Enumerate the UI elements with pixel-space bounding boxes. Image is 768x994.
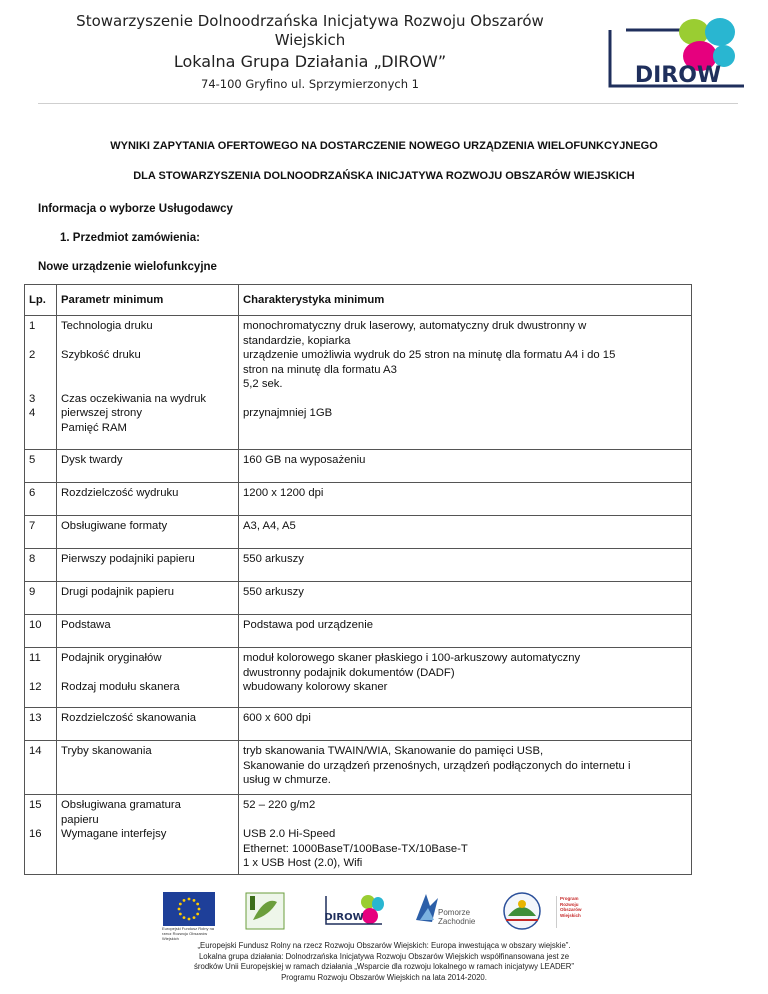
param-cell: Pierwszy podajniki papieru <box>57 549 239 582</box>
pomorze-label <box>438 908 475 926</box>
org-name-line2: Wiejskich <box>274 31 346 49</box>
chars-cell <box>239 316 692 450</box>
lp-cell <box>25 795 57 875</box>
chars-cell <box>239 795 692 875</box>
cell-line: standardzie, kopiarka <box>243 334 351 347</box>
table-row <box>25 582 692 615</box>
eu-star-icon <box>179 913 182 916</box>
cell-line: 3 <box>29 392 36 405</box>
cell-line: papieru <box>61 813 99 826</box>
cell-line: 11 <box>29 652 41 664</box>
footer-text <box>120 941 648 983</box>
dirow-small-logo <box>322 890 384 930</box>
eu-star-icon <box>183 916 186 919</box>
param-cell: Tryby skanowania <box>57 741 239 795</box>
eu-star-icon <box>178 908 181 911</box>
chars-cell: 550 arkuszy <box>239 582 692 615</box>
org-name-line1: Stowarzyszenie Dolnoodrzańska Inicjatywa Rozwoju Obszarów <box>76 12 544 30</box>
cell-line: 5,2 sek. <box>243 378 283 390</box>
cell-line: 16 <box>29 828 42 840</box>
table-row <box>25 708 692 741</box>
table-header-row <box>25 285 692 316</box>
chars-cell <box>239 741 692 795</box>
pomorze-line1: Pomorze <box>438 908 471 917</box>
param-cell <box>57 648 239 708</box>
section-heading-subject: 1. Przedmiot zamówienia: <box>60 232 200 244</box>
cell-line: wbudowany kolorowy skaner <box>243 681 388 693</box>
cell-line: monochromatyczny druk laserowy, automatyczny druk dwustronny w <box>243 320 587 332</box>
lp-cell <box>25 316 57 450</box>
document-title-line1: WYNIKI ZAPYTANIA OFERTOWEGO NA DOSTARCZENIE NOWEGO URZĄDZENIA WIELOFUNKCYJNEGO <box>110 140 658 152</box>
eu-star-icon <box>198 908 201 911</box>
address: 74-100 Gryfino ul. Sprzymierzonych 1 <box>201 77 419 91</box>
cell-line: Czas oczekiwania na wydruk <box>61 392 207 405</box>
eu-star-icon <box>193 899 196 902</box>
footer-line4: Programu Rozwoju Obszarów Wiejskich na lata 2014-2020. <box>281 972 487 982</box>
pomorze-line2: Zachodnie <box>438 917 476 926</box>
cell-line: 1 x USB Host (2.0), Wifi <box>243 857 363 869</box>
cell-line: 12 <box>29 681 42 693</box>
cell-line: Technologia druku <box>61 320 153 332</box>
section-heading-info: Informacja o wyborze Usługodawcy <box>38 203 233 215</box>
eu-star-icon <box>193 916 196 919</box>
cell-line: 52 – 220 g/m2 <box>243 799 316 811</box>
cell-line <box>61 377 234 392</box>
eu-star-icon <box>188 918 191 921</box>
chars-line: tryb skanowania TWAIN/WIA, Skanowanie do pamięci USB, <box>243 745 544 757</box>
param-cell: Dysk twardy <box>57 450 239 483</box>
cell-line <box>29 377 52 392</box>
cell-line <box>61 363 234 378</box>
eu-caption: Europejski Fundusz Rolny na rzecz Rozwoju Obszarów Wiejskich <box>162 926 215 941</box>
cell-line: dwustronny podajnik dokumentów (DADF) <box>243 666 455 679</box>
cell-line: stron na minutę dla formatu A3 <box>243 363 397 376</box>
table-row <box>25 549 692 582</box>
chars-line: Skanowanie do urządzeń przenośnych, urządzeń podłączonych do internetu i <box>243 759 631 772</box>
cell-line: Ethernet: 1000BaseT/100Base-TX/10Base-T <box>243 842 468 855</box>
eu-star-icon <box>183 899 186 902</box>
funding-logos <box>0 888 768 940</box>
table-row <box>25 795 692 875</box>
table-row <box>25 516 692 549</box>
table-row <box>25 615 692 648</box>
cell-line: urządzenie umożliwia wydruk do 25 stron na minutę dla formatu A4 i do 15 <box>243 349 616 361</box>
table-row <box>25 483 692 516</box>
cell-line: 15 <box>29 799 42 811</box>
chars-line: usług w chmurze. <box>243 774 331 786</box>
param-cell: Obsługiwane formaty <box>57 516 239 549</box>
eu-star-icon <box>179 903 182 906</box>
cell-line: Rodzaj modułu skanera <box>61 681 180 693</box>
lgd-name: Lokalna Grupa Działania „DIROW” <box>173 52 447 71</box>
prow-emblem-icon <box>500 890 544 932</box>
chars-cell: Podstawa pod urządzenie <box>239 615 692 648</box>
leader-logo-icon <box>245 892 285 930</box>
cell-line <box>29 666 52 681</box>
cell-line <box>29 334 52 349</box>
lp-cell: 10 <box>25 615 57 648</box>
chars-cell: 550 arkuszy <box>239 549 692 582</box>
lp-cell: 13 <box>25 708 57 741</box>
dirow-logo <box>596 10 748 96</box>
spec-table <box>24 284 692 875</box>
small-logo-text: DIROW <box>324 912 364 923</box>
header-divider <box>38 103 738 104</box>
cell-line <box>243 392 687 407</box>
chars-cell: 1200 x 1200 dpi <box>239 483 692 516</box>
lp-cell: 6 <box>25 483 57 516</box>
table-row <box>25 450 692 483</box>
chars-cell: A3, A4, A5 <box>239 516 692 549</box>
footer-line3: środków Unii Europejskiej w ramach działania „Wsparcie dla rozwoju lokalnego w ramach inicjatywy LEADER” <box>193 962 575 971</box>
lp-cell <box>25 648 57 708</box>
table-row <box>25 648 692 708</box>
param-cell: Rozdzielczość wydruku <box>57 483 239 516</box>
param-cell: Podstawa <box>57 615 239 648</box>
cell-line: 1 <box>29 320 36 332</box>
cell-line: Pamięć RAM <box>61 421 127 434</box>
lp-cell: 8 <box>25 549 57 582</box>
lp-cell: 9 <box>25 582 57 615</box>
cell-line <box>61 666 234 681</box>
param-cell <box>57 316 239 450</box>
lp-cell: 5 <box>25 450 57 483</box>
cell-line: Szybkość druku <box>61 349 141 361</box>
eu-star-icon <box>196 913 199 916</box>
header-param: Parametr minimum <box>57 285 239 316</box>
param-cell <box>57 795 239 875</box>
header-lp: Lp. <box>25 285 57 316</box>
chars-cell: 600 x 600 dpi <box>239 708 692 741</box>
cell-line <box>29 363 52 378</box>
param-cell: Rozdzielczość skanowania <box>57 708 239 741</box>
lp-cell: 14 <box>25 741 57 795</box>
eu-star-icon <box>188 898 191 901</box>
param-cell: Drugi podajnik papieru <box>57 582 239 615</box>
eu-flag-icon <box>163 892 215 930</box>
lp-cell: 7 <box>25 516 57 549</box>
cell-line: 4 <box>29 407 36 419</box>
header-chars: Charakterystyka minimum <box>239 285 692 316</box>
cell-line: przynajmniej 1GB <box>243 407 333 419</box>
logo-text: DIROW <box>634 63 722 88</box>
cell-line: 2 <box>29 349 36 361</box>
cell-line: moduł kolorowego skaner płaskiego i 100-arkuszowy automatyczny <box>243 652 581 664</box>
eu-star-icon <box>196 903 199 906</box>
prow-label: Program Rozwoju Obszarów Wiejskich <box>556 896 588 928</box>
cell-line <box>243 813 687 828</box>
letterhead <box>40 12 580 91</box>
table-row <box>25 741 692 795</box>
cell-line: USB 2.0 Hi-Speed <box>243 828 336 840</box>
cell-line: Podajnik oryginałów <box>61 652 162 664</box>
cell-line: Obsługiwana gramatura <box>61 799 181 811</box>
cell-line <box>61 334 234 349</box>
table-row <box>25 316 692 450</box>
section-heading-device: Nowe urządzenie wielofunkcyjne <box>38 261 217 273</box>
cell-line: pierwszej strony <box>61 407 142 419</box>
chars-cell: 160 GB na wyposażeniu <box>239 450 692 483</box>
footer-line2: Lokalna grupa działania: Dolnodrzańska Inicjatywa Rozwoju Obszarów Wiejskich współfinansowana jest ze <box>198 951 570 961</box>
document-title-line2: DLA STOWARZYSZENIA DOLNOODRZAŃSKA INICJATYWA ROZWOJU OBSZARÓW WIEJSKICH <box>133 170 635 182</box>
chars-cell <box>239 648 692 708</box>
footer-line1: „Europejski Fundusz Rolny na rzecz Rozwoju Obszarów Wiejskich: Europa inwestująca w obszary wiejskie”. <box>197 941 571 950</box>
cell-line <box>29 813 52 828</box>
cell-line: Wymagane interfejsy <box>61 828 167 840</box>
